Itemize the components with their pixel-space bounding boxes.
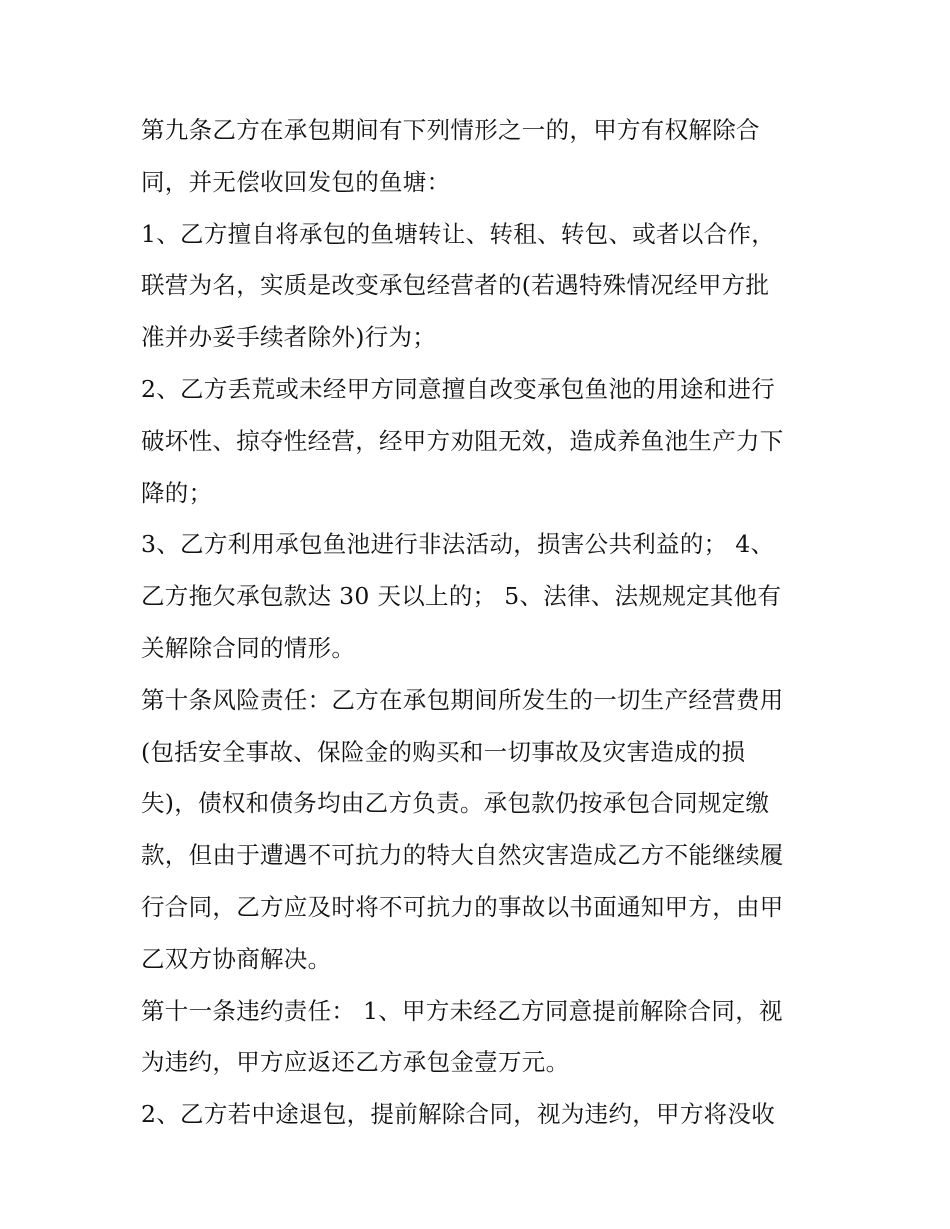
text-line: 破坏性、掠夺性经营，经甲方劝阻无效，造成养鱼池生产力下 <box>141 426 784 455</box>
text-line: 第九条乙方在承包期间有下列情形之一的，甲方有权解除合 <box>141 116 760 144</box>
text-line: 为违约，甲方应返还乙方承包金壹万元。 <box>141 1048 570 1077</box>
document-body <box>141 105 821 1141</box>
text-line: 同，并无偿收回发包的鱼塘： <box>141 167 451 196</box>
text-line: 款，但由于遭遇不可抗力的特大自然灾害造成乙方不能继续履 <box>141 841 784 870</box>
text-line: (包括安全事故、保险金的购买和一切事故及灾害造成的损 <box>141 737 746 766</box>
text-line: 行合同，乙方应及时将不可抗力的事故以书面通知甲方，由甲 <box>141 892 784 921</box>
text-line: 第十条风险责任：乙方在承包期间所发生的一切生产经营费用 <box>141 685 784 714</box>
text-line: 1、乙方擅自将承包的鱼塘转让、转租、转包、或者以合作， <box>141 219 776 248</box>
text-line: 降的； <box>141 478 213 507</box>
text-line: 联营为名，实质是改变承包经营者的(若遇特殊情况经甲方批 <box>141 271 770 300</box>
text-line: 第十一条违约责任： 1、甲方未经乙方同意提前解除合同，视 <box>141 996 783 1025</box>
text-line: 准并办妥手续者除外)行为； <box>141 323 437 352</box>
text-line: 失)，债权和债务均由乙方负责。承包款仍按承包合同规定缴 <box>141 789 770 818</box>
text-line: 乙方拖欠承包款达 30 天以上的； 5、法律、法规规定其他有 <box>141 582 782 611</box>
text-line: 3、乙方利用承包鱼池进行非法活动，损害公共利益的； 4、 <box>141 530 775 559</box>
text-line: 2、乙方若中途退包，提前解除合同，视为违约，甲方将没收 <box>141 1100 776 1129</box>
text-line: 2、乙方丢荒或未经甲方同意擅自改变承包鱼池的用途和进行 <box>141 374 776 403</box>
text-line: 关解除合同的情形。 <box>141 633 356 662</box>
text-line: 乙双方协商解决。 <box>141 944 332 973</box>
